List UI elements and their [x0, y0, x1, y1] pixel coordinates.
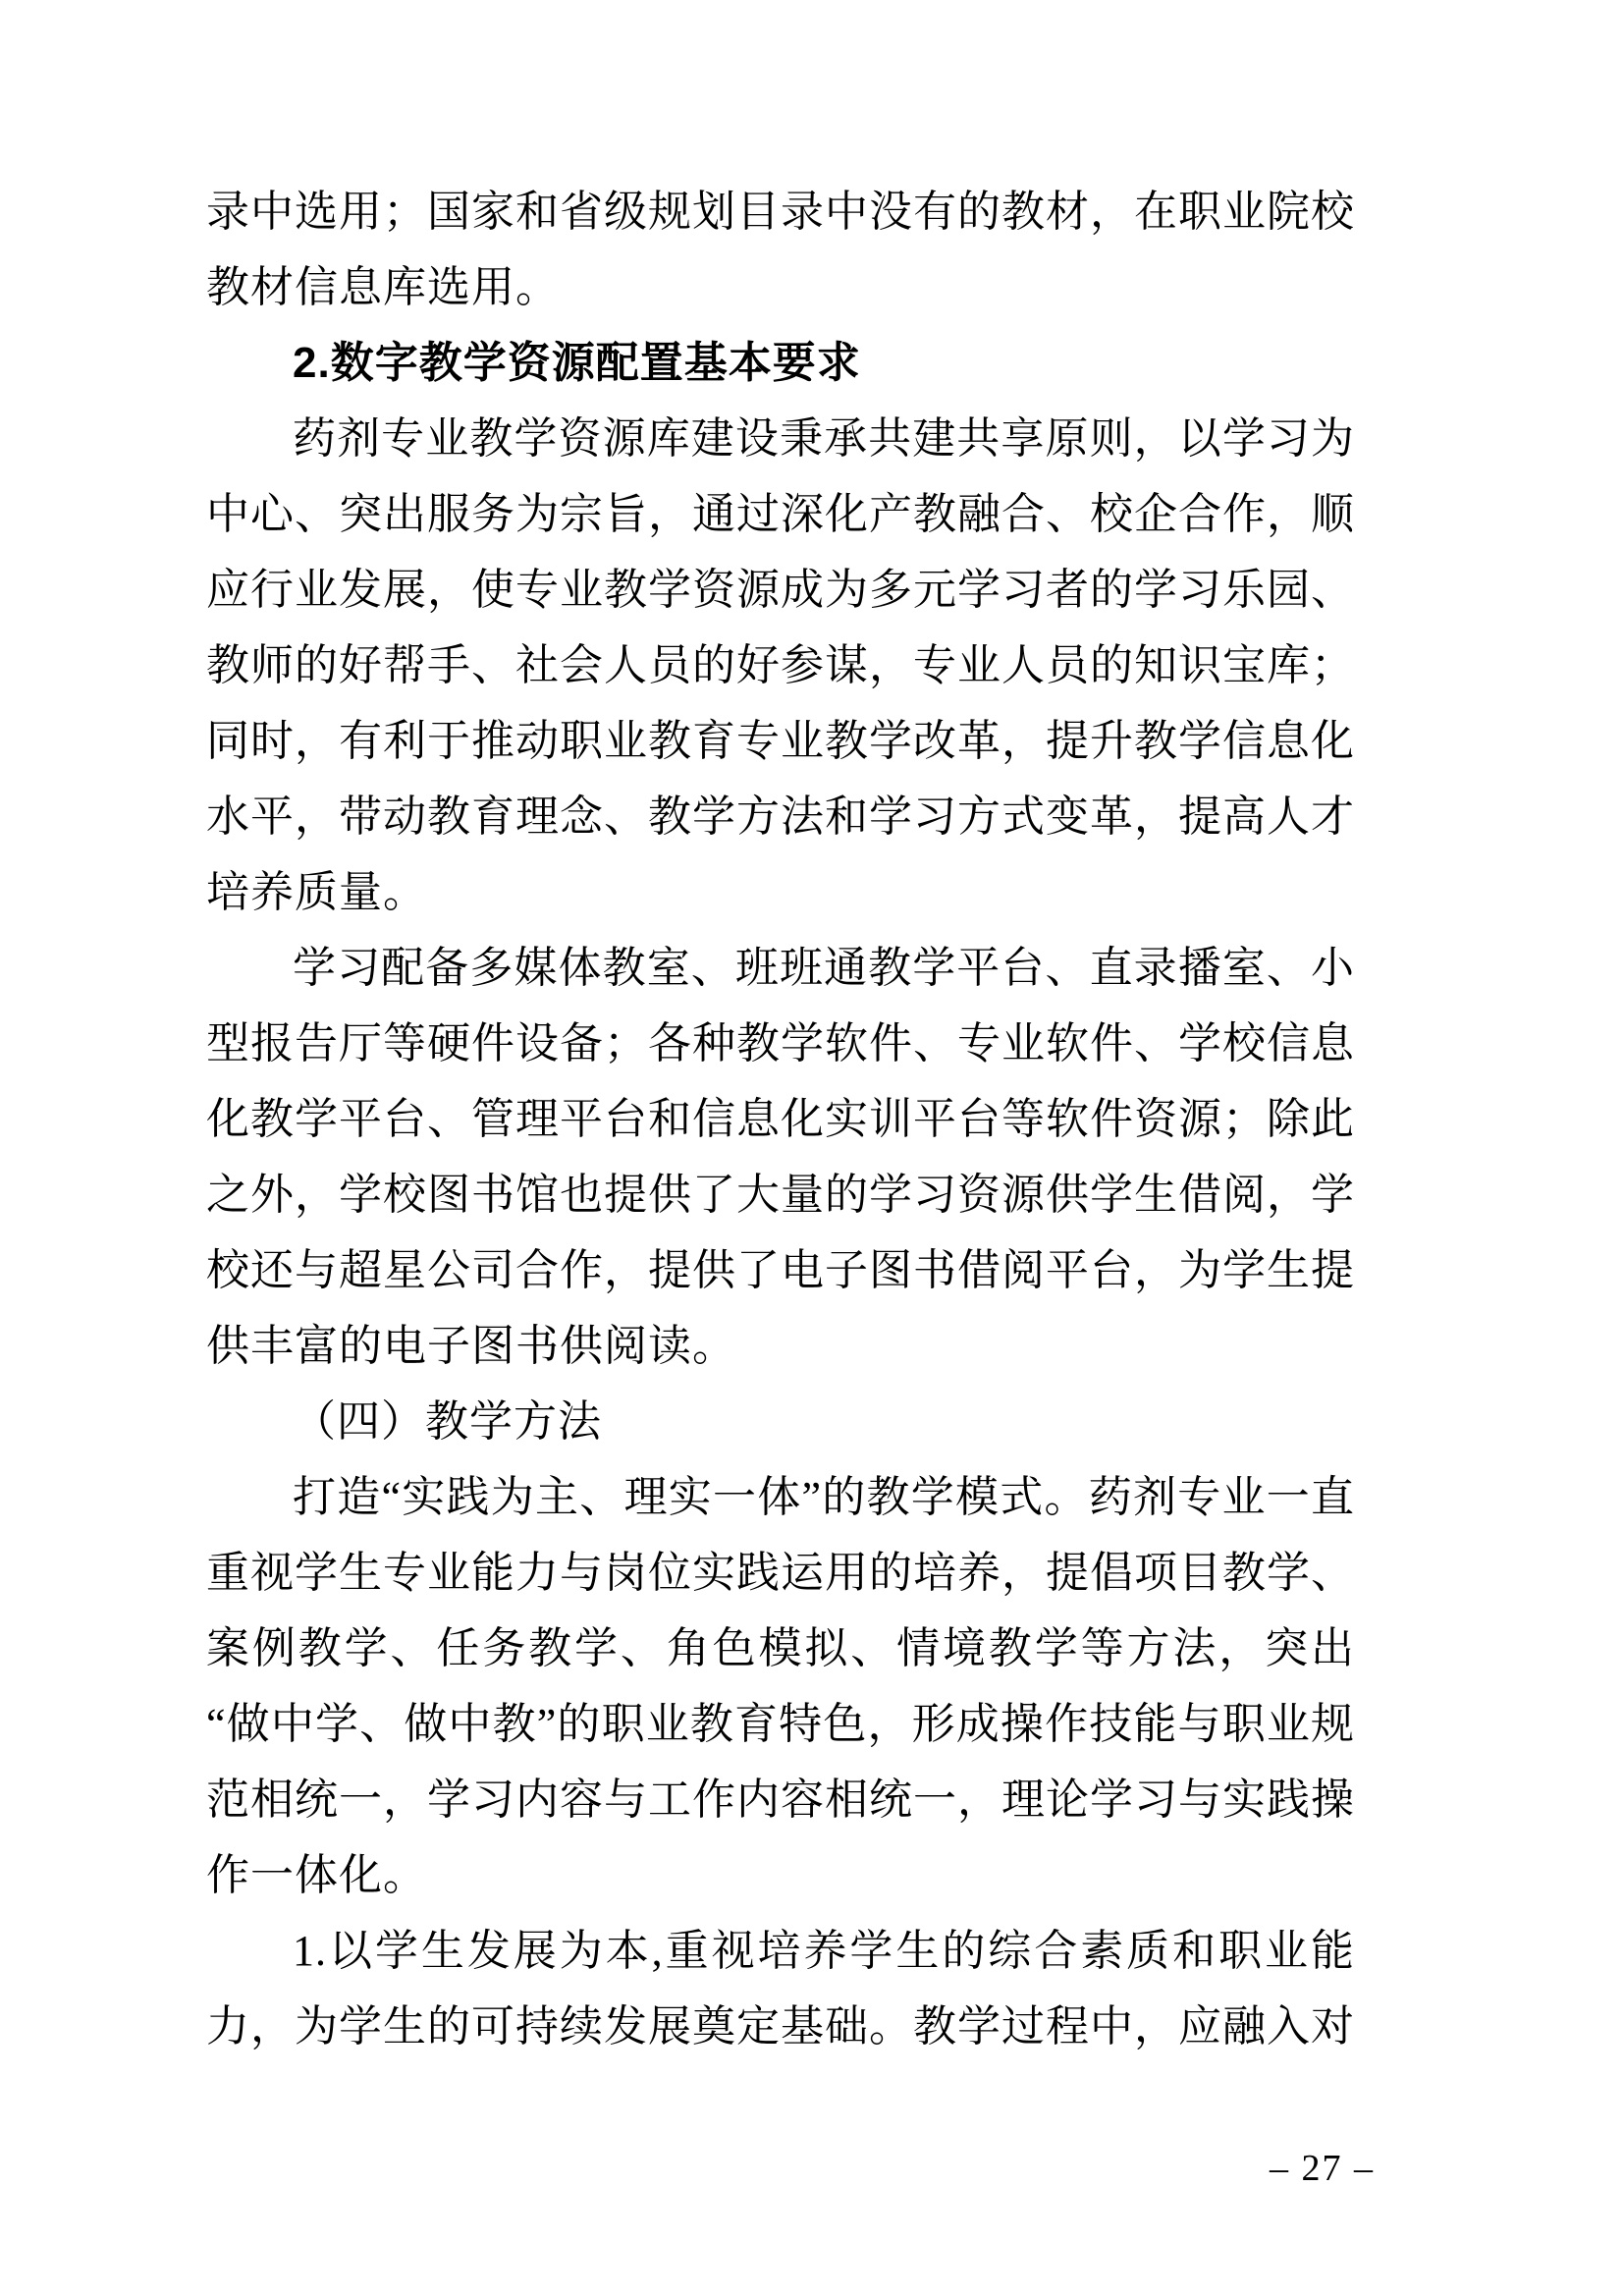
paragraph: 打造“实践为主、理实一体”的教学模式。药剂专业一直重视学生专业能力与岗位实践运用的培养，提倡项目教学、案例教学、任务教学、角色模拟、情境教学等方法，突出“做中学、做中教”的职业教育特色，形成操作技能与职业规范相统一，学习内容与工作内容相统一，理论学习与实践操作一体化。	[206, 1473, 1355, 1899]
page-number: – 27 –	[1270, 2148, 1375, 2189]
section-heading: （四）教学方法	[293, 1397, 602, 1446]
paragraph: 学习配备多媒体教室、班班通教学平台、直录播室、小型报告厅等硬件设备；各种教学软件、专业软件、学校信息化教学平台、管理平台和信息化实训平台等软件资源；除此之外，学校图书馆也提供了大量的学习资源供学生借阅，学校还与超星公司合作，提供了电子图书借阅平台，为学生提供丰富的电子图书供阅读。	[206, 944, 1355, 1370]
paragraph: 录中选用；国家和省级规划目录中没有的教材，在职业院校教材信息库选用。	[206, 188, 1355, 311]
paragraph: 药剂专业教学资源库建设秉承共建共享原则，以学习为中心、突出服务为宗旨，通过深化产教融合、校企合作，顺应行业发展，使专业教学资源成为多元学习者的学习乐园、教师的好帮手、社会人员的好参谋，专业人员的知识宝库；同时，有利于推动职业教育专业教学改革，提升教学信息化水平，带动教育理念、教学方法和学习方式变革，提高人才培养质量。	[206, 414, 1355, 916]
paragraph: 1.以学生发展为本,重视培养学生的综合素质和职业能力，为学生的可持续发展奠定基础。教学过程中，应融入对	[206, 1927, 1355, 2050]
document-content	[206, 174, 1355, 2064]
section-heading: 2.数字教学资源配置基本要求	[293, 339, 861, 387]
